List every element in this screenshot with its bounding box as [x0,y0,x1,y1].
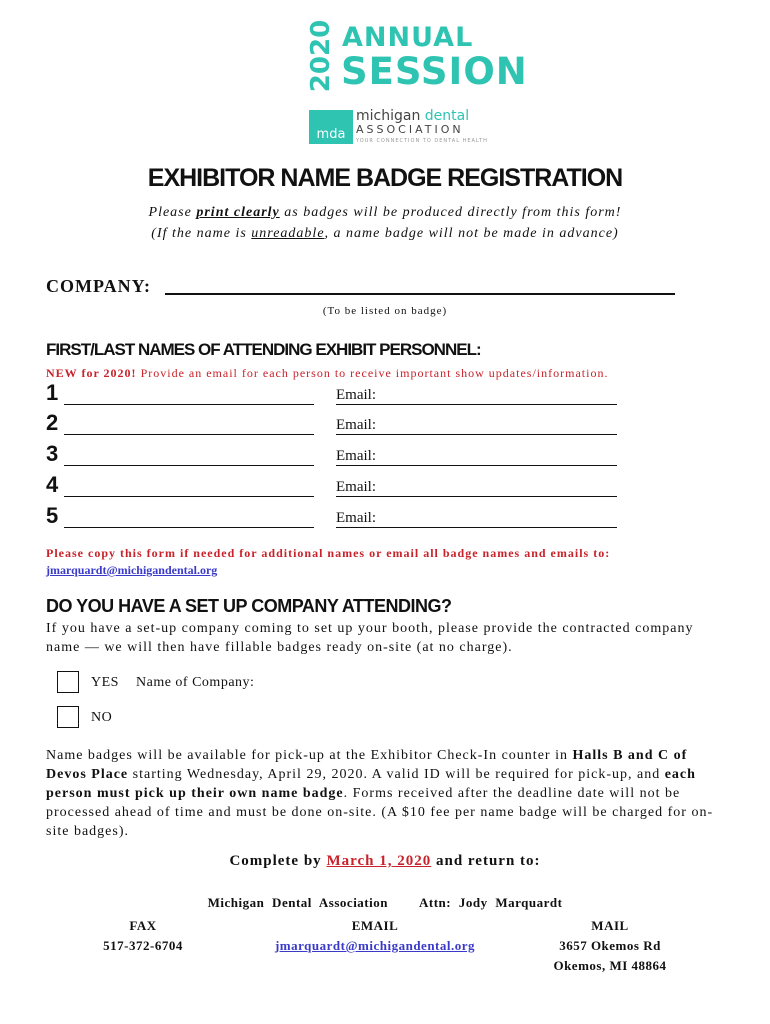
complete-suffix: and return to: [431,853,541,869]
email-label: Email: [336,387,376,403]
mail-street: 3657 Okemos Rd [559,938,661,953]
name-field-1[interactable] [64,404,314,405]
company-note: (To be listed on badge) [322,305,448,317]
logo-org-second: dental [424,108,470,124]
logo-association: ASSOCIATION [356,123,464,136]
complete-prefix: Complete by [229,853,327,869]
logo-org-name [356,108,469,124]
mail-city: Okemos, MI 48864 [553,958,667,973]
no-checkbox[interactable] [57,706,79,728]
pickup-text: starting Wednesday, April 29, 2020. A valid ID will be required for pick-up, and [128,767,665,782]
copy-form-note: Please copy this form if needed for additional names or email all badge names and emails to: [46,546,611,560]
mail-label: MAIL [591,918,629,933]
fax-label: FAX [129,918,157,933]
pickup-text: Name badges will be available for pick-up at the Exhibitor Check-In counter in [46,748,573,763]
mail-column [530,916,690,976]
no-label: NO [91,710,113,725]
name-field-2[interactable] [64,434,314,435]
setup-heading: DO YOU HAVE A SET UP COMPANY ATTENDING? [46,596,452,616]
intro-emphasis: unreadable [251,226,325,241]
email-field-5[interactable] [336,527,617,528]
new-note-text: Provide an email for each person to receive important show updates/information. [136,366,609,380]
email-label: Email: [336,479,376,495]
intro-line-1 [0,205,770,221]
return-org: Michigan Dental Association [207,895,388,910]
copy-email-link[interactable]: jmarquardt@michigandental.org [46,563,218,577]
pickup-text: . Forms received after the deadline date will not be processed ahead of time and must be done on-site. (A $10 fee per name badge will be charged for on-site badges). [46,786,714,839]
new-badge: NEW for 2020! [46,366,137,380]
logo-org-first: michigan [356,108,421,124]
logo-tagline: YOUR CONNECTION TO DENTAL HEALTH [356,138,488,144]
setup-text: If you have a set-up company coming to set up your booth, please provide the contracted company name — we will then have fillable badges ready on-site (at no charge). [46,621,694,655]
email-field-2[interactable] [336,434,617,435]
intro-text: as badges will be produced directly from this form! [279,205,622,220]
intro-text: (If the name is [151,226,252,241]
return-attn: Attn: Jody Marquardt [418,895,563,910]
email-field-1[interactable] [336,404,617,405]
logo-annual: ANNUAL [342,22,474,53]
email-field-3[interactable] [336,465,617,466]
deadline-date: March 1, 2020 [326,853,432,869]
return-org-line [0,895,770,911]
yes-checkbox[interactable] [57,671,79,693]
email-field-4[interactable] [336,496,617,497]
company-label: COMPANY: [46,276,151,296]
row-number: 4 [46,472,59,497]
return-email-link[interactable]: jmarquardt@michigandental.org [274,938,476,953]
company-field[interactable] [165,293,675,295]
email-label: Email: [336,510,376,526]
setup-company-label: Name of Company: [136,675,255,690]
name-field-5[interactable] [64,527,314,528]
page-title: EXHIBITOR NAME BADGE REGISTRATION [147,164,623,192]
intro-emphasis: print clearly [196,205,280,220]
mda-logo-text: mda [316,127,346,142]
logo-year: 2020 [306,19,336,93]
fax-column [88,916,198,956]
email-label: Email: [336,417,376,433]
personnel-heading: FIRST/LAST NAMES OF ATTENDING EXHIBIT PERSONNEL: [46,340,481,359]
row-number: 5 [46,503,59,528]
row-number: 1 [46,380,59,405]
email-column [240,916,510,956]
intro-line-2 [0,226,770,242]
intro-text: Please [148,205,197,220]
name-field-4[interactable] [64,496,314,497]
intro-text: , a name badge will not be made in advance) [324,226,619,241]
email-label: Email: [336,448,376,464]
new-for-2020-note [46,366,608,381]
row-number: 3 [46,441,59,466]
pickup-location: Halls B and C of Devos Place [46,748,688,782]
fax-number: 517-372-6704 [103,938,183,953]
yes-label: YES [91,675,119,690]
row-number: 2 [46,410,59,435]
pickup-paragraph [46,746,726,841]
name-field-3[interactable] [64,465,314,466]
complete-by-line [0,853,770,870]
logo-session: SESSION [341,50,528,93]
return-email-label: EMAIL [351,918,399,933]
pickup-emphasis: each person must pick up their own name badge [46,767,696,801]
mda-logo-icon [309,110,353,144]
